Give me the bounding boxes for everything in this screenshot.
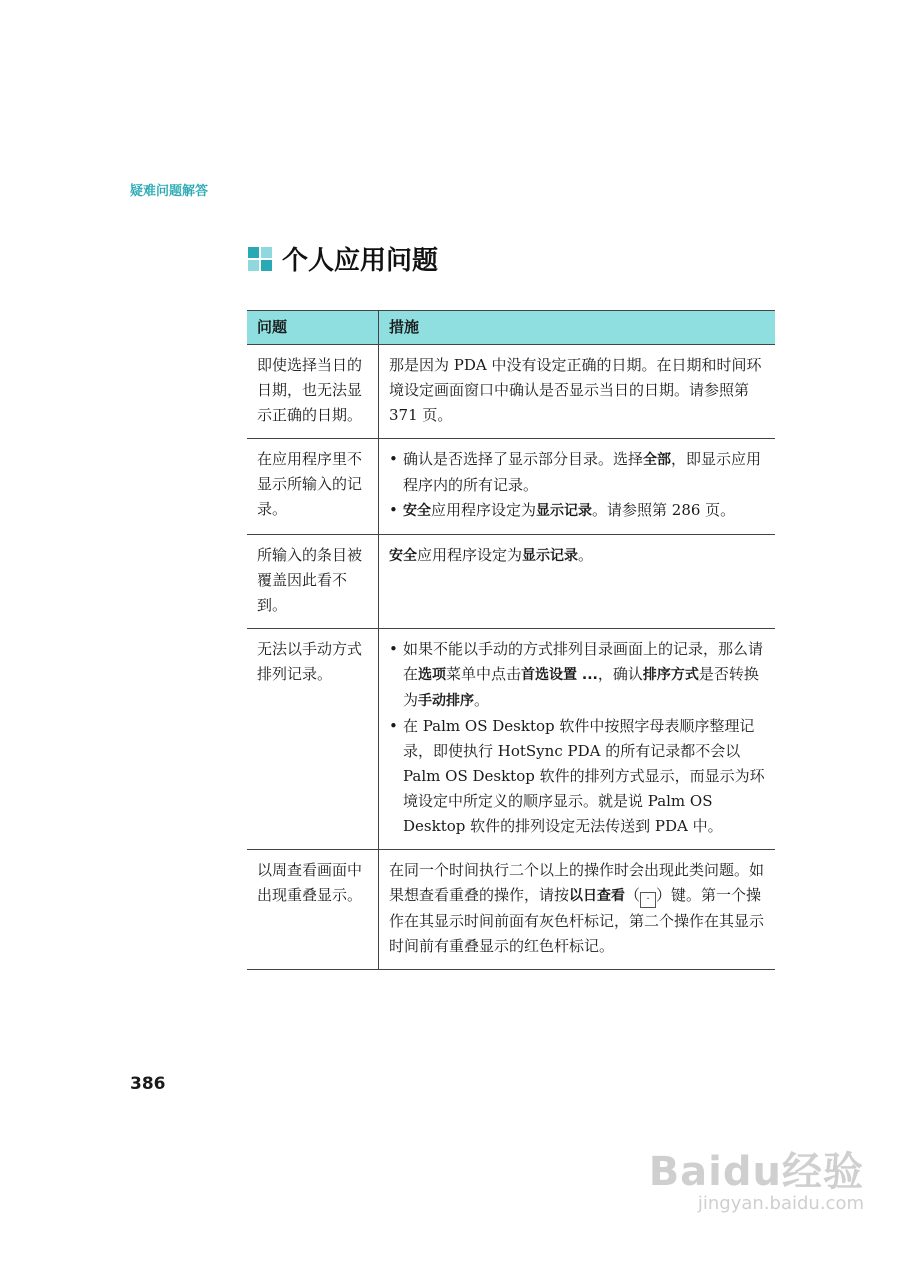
text: ） [656, 886, 672, 904]
watermark-logo: Baidu经验 [648, 1149, 864, 1195]
title-text: 个人应用问题 [282, 246, 439, 276]
problem-cell: 即使选择当日的日期，也无法显示正确的日期。 [247, 345, 379, 439]
table-row [247, 629, 775, 850]
bold-term: 全部 [643, 452, 672, 468]
bold-term: 选项 [418, 667, 447, 683]
bold-term: 安全 [389, 548, 417, 564]
text: 如果不能以手动的方式排列目录画面上的记录，那么请在 [403, 640, 764, 683]
text: 。 [578, 546, 594, 564]
column-header-problem: 问题 [247, 311, 379, 345]
text: 。 [474, 691, 490, 709]
bullet-list [389, 637, 765, 839]
solution-cell [379, 850, 776, 970]
bold-term: 以日查看 [569, 888, 626, 904]
bold-term: 首选设置 ... [521, 667, 598, 683]
solution-cell: 那是因为 PDA 中没有设定正确的日期。在日期和时间环境设定画面窗口中确认是否显示当日的日期。请参照第 371 页。 [379, 345, 776, 439]
problem-cell: 所输入的条目被覆盖因此看不到。 [247, 535, 379, 629]
watermark-url: jingyan.baidu.com [697, 1193, 864, 1214]
troubleshooting-table [247, 310, 775, 970]
text: 是否转换为 [403, 665, 759, 709]
problem-cell: 以周查看画面中出现重叠显示。 [247, 850, 379, 970]
table-row [247, 439, 775, 535]
text: 菜单中点击 [446, 665, 522, 683]
text: 应用程序设定为 [431, 501, 537, 519]
text: 在同一个时间执行二个以上的操作时会出现此类问题。如果想查看重叠的操作，请按 [389, 861, 765, 904]
bold-term: 显示记录 [522, 548, 579, 564]
table-row [247, 345, 775, 439]
solution-cell [379, 535, 776, 629]
column-header-solution: 措施 [379, 311, 776, 345]
solution-cell [379, 439, 776, 535]
page-number: 386 [130, 1074, 166, 1094]
text: 确认是否选择了显示部分目录。选择 [403, 450, 644, 468]
solution-cell [379, 629, 776, 850]
problem-cell: 无法以手动方式排列记录。 [247, 629, 379, 850]
title-squares-icon [248, 247, 272, 271]
text: 键。第一个操作在其显示时间前面有灰色杆标记，第二个操作在其显示时间前有重叠显示的红色杆标记。 [389, 886, 765, 955]
bullet-list [389, 447, 765, 524]
list-item [389, 637, 765, 714]
page-title [248, 240, 438, 277]
section-header: 疑难问题解答 [130, 184, 209, 199]
bold-term: 显示记录 [536, 503, 593, 519]
table-row [247, 850, 775, 970]
table-row [247, 535, 775, 629]
bold-term: 安全 [403, 503, 431, 519]
bold-term: 手动排序 [418, 693, 475, 709]
list-item [389, 498, 765, 524]
table-header-row [247, 311, 775, 345]
key-icon: · [640, 892, 656, 908]
text: 。请参照第 286 页。 [592, 501, 736, 519]
list-item [389, 447, 765, 498]
text: ，即显示应用程序内的所有记录。 [403, 450, 762, 494]
text: （ [625, 886, 641, 904]
text: ，确认 [597, 665, 643, 683]
bold-term: 排序方式 [642, 667, 699, 683]
list-item: • 在 Palm OS Desktop 软件中按照字母表顺序整理记录，即使执行 HotSync PDA 的所有记录都不会以 Palm OS Desktop 软件的排列方式显示，而显示为环境设定中所定义的顺序显示。就是说 Palm OS Desktop 软件的排列设定无法传送到 PDA 中。 [389, 714, 765, 839]
watermark [649, 1140, 864, 1214]
text: 应用程序设定为 [417, 546, 523, 564]
problem-cell: 在应用程序里不显示所输入的记录。 [247, 439, 379, 535]
